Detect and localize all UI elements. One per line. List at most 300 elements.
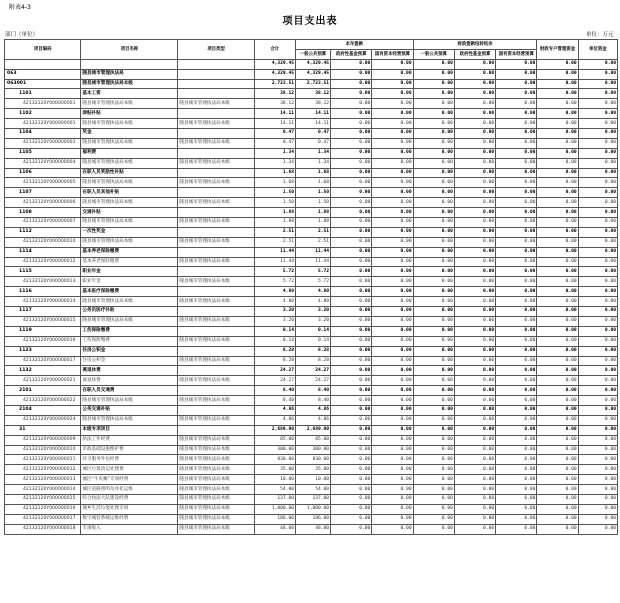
amount-cell: 0.00 (537, 307, 578, 317)
amount-cell: 4.86 (254, 405, 295, 415)
amount-cell: 0.00 (454, 138, 495, 148)
project-name-cell: 随县城市管理执法局 (81, 69, 178, 79)
amount-cell: 3.20 (295, 316, 330, 326)
amount-cell: 0.00 (454, 297, 495, 307)
amount-cell: 2.51 (295, 227, 330, 237)
project-category-cell: 随县城市管理执法局本级 (178, 455, 254, 465)
table-row (5, 188, 618, 198)
amount-cell: 0.00 (537, 415, 578, 425)
project-category-cell (178, 148, 254, 158)
amount-cell: 10.00 (254, 475, 295, 485)
project-name-cell: 职业年金 (81, 277, 178, 287)
amount-cell: 0.00 (537, 485, 578, 495)
amount-cell: 4.80 (295, 297, 330, 307)
amount-cell: 4,329.45 (254, 69, 295, 79)
amount-cell: 0.00 (372, 475, 413, 485)
amount-cell: 0.00 (578, 356, 617, 366)
amount-cell: 0.47 (295, 129, 330, 139)
table-row (5, 208, 618, 218)
project-category-cell: 随县城市管理执法局本级 (178, 415, 254, 425)
table-row (5, 494, 618, 504)
amount-cell: 0.00 (454, 504, 495, 514)
table-row (5, 475, 618, 485)
amount-cell: 0.00 (413, 336, 454, 346)
amount-cell: 0.00 (331, 119, 372, 129)
amount-cell: 0.00 (413, 119, 454, 129)
amount-cell: 1.34 (295, 158, 330, 168)
amount-cell: 0.00 (372, 267, 413, 277)
amount-cell: 0.00 (496, 208, 537, 218)
project-category-cell: 随县城市管理执法局本级 (178, 524, 254, 534)
project-name-cell: 随县城市管理执法局本级 (81, 79, 178, 89)
amount-cell: 5.72 (295, 277, 330, 287)
project-name-cell: 随县城市管理执法局本级 (81, 316, 178, 326)
amount-cell: 0.00 (496, 198, 537, 208)
amount-cell: 0.00 (331, 376, 372, 386)
amount-cell: 0.00 (372, 227, 413, 237)
amount-cell: 5.72 (295, 267, 330, 277)
amount-cell: 0.00 (537, 524, 578, 534)
amount-cell: 0.00 (496, 514, 537, 524)
project-code-cell: 1123 (5, 346, 81, 356)
amount-cell: 0.00 (454, 59, 495, 69)
amount-cell: 0.00 (331, 129, 372, 139)
amount-cell: 0.47 (254, 138, 295, 148)
amount-cell: 4.86 (254, 415, 295, 425)
amount-cell: 0.00 (578, 257, 617, 267)
amount-cell: 0.14 (254, 336, 295, 346)
amount-cell: 0.00 (331, 455, 372, 465)
amount-cell: 0.00 (537, 89, 578, 99)
amount-cell: 0.00 (454, 208, 495, 218)
header-cy-fund: 政府性基金预算 (331, 49, 372, 59)
header-total: 合计 (254, 40, 295, 60)
amount-cell: 0.00 (537, 336, 578, 346)
amount-cell: 0.00 (413, 297, 454, 307)
project-category-cell: 随县城市管理执法局本级 (178, 485, 254, 495)
amount-cell: 0.00 (578, 178, 617, 188)
table-row (5, 227, 618, 237)
project-category-cell (178, 89, 254, 99)
amount-cell: 0.00 (496, 386, 537, 396)
amount-cell: 0.00 (372, 415, 413, 425)
amount-cell: 35.00 (295, 465, 330, 475)
project-name-cell: 一次性奖金 (81, 227, 178, 237)
amount-cell: 0.00 (578, 277, 617, 287)
project-category-cell (178, 346, 254, 356)
table-row (5, 524, 618, 534)
table-row (5, 356, 618, 366)
amount-cell: 1.88 (254, 218, 295, 228)
amount-cell: 0.00 (413, 138, 454, 148)
amount-cell: 0.00 (331, 336, 372, 346)
project-code-cell: 1108 (5, 208, 81, 218)
unit-label: 单位：万元 (586, 32, 614, 38)
amount-cell: 0.00 (578, 59, 617, 69)
header-unit-funds: 单位资金 (578, 40, 617, 60)
project-code-cell: 42132120Y000000004 (5, 158, 81, 168)
amount-cell: 0.00 (454, 267, 495, 277)
amount-cell: 0.00 (578, 188, 617, 198)
amount-cell: 0.00 (537, 425, 578, 435)
amount-cell: 0.00 (331, 79, 372, 89)
amount-cell: 0.14 (254, 326, 295, 336)
project-category-cell: 随县城市管理执法局本级 (178, 445, 254, 455)
amount-cell: 0.00 (454, 257, 495, 267)
amount-cell: 5.72 (254, 277, 295, 287)
project-code-cell: 42132120Y000000022 (5, 396, 81, 406)
amount-cell: 0.00 (496, 297, 537, 307)
table-row (5, 307, 618, 317)
amount-cell: 0.00 (454, 326, 495, 336)
amount-cell: 0.00 (454, 386, 495, 396)
amount-cell: 2.51 (254, 227, 295, 237)
amount-cell: 0.00 (331, 475, 372, 485)
amount-cell: 0.00 (578, 386, 617, 396)
amount-cell: 0.00 (578, 326, 617, 336)
amount-cell: 0.00 (578, 89, 617, 99)
amount-cell: 0.00 (578, 435, 617, 445)
header-category: 项目类型 (178, 40, 254, 60)
table-row (5, 366, 618, 376)
table-row (5, 425, 618, 435)
project-category-cell (178, 307, 254, 317)
amount-cell: 0.00 (537, 396, 578, 406)
project-name-cell: 随县城市管理执法局本级 (81, 415, 178, 425)
amount-cell: 0.00 (454, 366, 495, 376)
project-category-cell: 随县城市管理执法局本级 (178, 218, 254, 228)
amount-cell: 0.00 (413, 435, 454, 445)
project-code-cell: 42132120Y000000009 (5, 435, 81, 445)
amount-cell: 0.00 (331, 148, 372, 158)
amount-cell: 2,723.51 (254, 79, 295, 89)
table-row (5, 316, 618, 326)
amount-cell: 0.00 (331, 297, 372, 307)
amount-cell: 0.00 (413, 445, 454, 455)
table-row (5, 287, 618, 297)
amount-cell: 0.00 (372, 494, 413, 504)
project-code-cell: 42132120Y000000021 (5, 376, 81, 386)
project-name-cell: 在职人员交通费 (81, 386, 178, 396)
project-category-cell: 随县城市管理执法局本级 (178, 99, 254, 109)
amount-cell: 0.00 (496, 89, 537, 99)
amount-cell: 0.00 (496, 465, 537, 475)
amount-cell: 0.00 (331, 514, 372, 524)
amount-cell: 8.40 (295, 386, 330, 396)
amount-cell: 0.00 (454, 218, 495, 228)
project-category-cell (178, 59, 254, 69)
project-name-cell: 随县城市管理执法局本级 (81, 178, 178, 188)
table-row (5, 485, 618, 495)
amount-cell: 0.00 (578, 514, 617, 524)
table-row (5, 396, 618, 406)
amount-cell: 0.00 (537, 138, 578, 148)
project-name-cell: 执法工作经费 (81, 435, 178, 445)
amount-cell: 0.00 (372, 99, 413, 109)
project-category-cell (178, 247, 254, 257)
amount-cell: 1.88 (295, 208, 330, 218)
amount-cell: 0.00 (496, 237, 537, 247)
amount-cell: 0.00 (372, 297, 413, 307)
table-row (5, 465, 618, 475)
amount-cell: 0.00 (537, 267, 578, 277)
table-row (5, 455, 618, 465)
amount-cell: 0.00 (372, 218, 413, 228)
project-code-cell: 1114 (5, 247, 81, 257)
amount-cell: 0.00 (413, 316, 454, 326)
amount-cell: 0.00 (372, 89, 413, 99)
project-code-cell: 42132120Y000000005 (5, 178, 81, 188)
header-name: 项目名称 (81, 40, 178, 60)
amount-cell: 1.50 (254, 198, 295, 208)
project-code-cell: 42132120Y000000006 (5, 198, 81, 208)
amount-cell: 0.00 (372, 79, 413, 89)
project-category-cell (178, 69, 254, 79)
amount-cell: 4.80 (254, 287, 295, 297)
amount-cell: 0.00 (578, 148, 617, 158)
amount-cell: 0.00 (454, 356, 495, 366)
project-code-cell: 42132120Y000000011 (5, 455, 81, 465)
amount-cell: 0.00 (331, 405, 372, 415)
amount-cell: 0.00 (372, 524, 413, 534)
amount-cell: 0.00 (331, 396, 372, 406)
amount-cell: 186.00 (295, 514, 330, 524)
amount-cell: 1.34 (295, 148, 330, 158)
project-name-cell: 交通补贴 (81, 208, 178, 218)
amount-cell: 0.00 (578, 396, 617, 406)
amount-cell: 0.00 (331, 524, 372, 534)
project-code-cell: 31 (5, 425, 81, 435)
amount-cell: 0.00 (331, 59, 372, 69)
table-row (5, 376, 618, 386)
project-code-cell (5, 59, 81, 69)
project-code-cell: 42132120Y000000013 (5, 277, 81, 287)
amount-cell: 0.00 (537, 504, 578, 514)
amount-cell: 0.00 (413, 475, 454, 485)
amount-cell: 0.00 (454, 307, 495, 317)
amount-cell: 0.00 (537, 435, 578, 445)
amount-cell: 0.00 (496, 158, 537, 168)
amount-cell: 0.00 (372, 138, 413, 148)
amount-cell: 0.00 (496, 356, 537, 366)
header-ca-state: 国有资本经营预算 (496, 49, 537, 59)
amount-cell: 0.00 (578, 119, 617, 129)
amount-cell: 0.00 (372, 119, 413, 129)
amount-cell: 0.00 (578, 227, 617, 237)
project-code-cell: 42132120Y000000010 (5, 445, 81, 455)
amount-cell: 0.00 (331, 178, 372, 188)
amount-cell: 0.00 (413, 405, 454, 415)
project-name-cell: 随县城市管理执法局本级 (81, 297, 178, 307)
amount-cell: 4.86 (295, 415, 330, 425)
amount-cell: 0.00 (413, 129, 454, 139)
amount-cell: 1.34 (254, 158, 295, 168)
amount-cell: 0.00 (454, 287, 495, 297)
project-code-cell: 063 (5, 69, 81, 79)
amount-cell: 0.00 (454, 119, 495, 129)
amount-cell: 0.00 (454, 99, 495, 109)
table-row (5, 415, 618, 425)
amount-cell: 0.00 (454, 109, 495, 119)
amount-cell: 0.00 (496, 494, 537, 504)
amount-cell: 0.00 (454, 396, 495, 406)
project-name-cell: 在职人员奖励性补贴 (81, 168, 178, 178)
amount-cell: 0.00 (454, 277, 495, 287)
amount-cell: 11.44 (254, 257, 295, 267)
project-code-cell: 42132120Y000000016 (5, 504, 81, 514)
header-cy-general: 一般公共预算 (295, 49, 330, 59)
amount-cell: 300.00 (254, 445, 295, 455)
amount-cell: 85.00 (295, 435, 330, 445)
amount-cell: 0.00 (331, 425, 372, 435)
project-code-cell: 1107 (5, 188, 81, 198)
project-code-cell: 42132120Y000000015 (5, 316, 81, 326)
table-row (5, 178, 618, 188)
department-label: 部门（单位） (5, 32, 39, 38)
project-category-cell: 随县城市管理执法局本级 (178, 514, 254, 524)
amount-cell: 0.00 (331, 326, 372, 336)
amount-cell: 0.00 (413, 346, 454, 356)
project-name-cell: 住房公积金 (81, 356, 178, 366)
project-category-cell: 随县城市管理执法局本级 (178, 336, 254, 346)
amount-cell: 54.00 (295, 485, 330, 495)
amount-cell: 0.00 (413, 168, 454, 178)
amount-cell: 1,000.00 (295, 504, 330, 514)
project-name-cell: 随县城市管理执法局本级 (81, 198, 178, 208)
amount-cell: 0.00 (372, 485, 413, 495)
project-code-cell: 42132120Y000000024 (5, 415, 81, 425)
amount-cell: 38.12 (295, 89, 330, 99)
amount-cell: 186.00 (254, 514, 295, 524)
amount-cell: 0.00 (578, 494, 617, 504)
amount-cell: 0.00 (578, 79, 617, 89)
amount-cell: 11.44 (254, 247, 295, 257)
amount-cell: 1.88 (254, 208, 295, 218)
table-row (5, 158, 618, 168)
amount-cell: 0.00 (413, 267, 454, 277)
amount-cell: 0.00 (578, 504, 617, 514)
amount-cell: 137.00 (254, 494, 295, 504)
amount-cell: 0.00 (578, 366, 617, 376)
amount-cell: 24.27 (254, 376, 295, 386)
amount-cell: 0.00 (578, 455, 617, 465)
amount-cell: 0.00 (537, 277, 578, 287)
amount-cell: 0.00 (331, 504, 372, 514)
amount-cell: 0.00 (331, 227, 372, 237)
amount-cell: 3.20 (295, 307, 330, 317)
amount-cell: 0.00 (454, 129, 495, 139)
amount-cell: 4.80 (254, 297, 295, 307)
amount-cell: 1.50 (254, 188, 295, 198)
amount-cell: 4,329.45 (254, 59, 295, 69)
table-row (5, 237, 618, 247)
amount-cell: 10.00 (295, 475, 330, 485)
amount-cell: 300.00 (295, 445, 330, 455)
amount-cell: 0.00 (372, 356, 413, 366)
amount-cell: 0.00 (454, 89, 495, 99)
project-code-cell: 1106 (5, 168, 81, 178)
amount-cell: 0.00 (372, 514, 413, 524)
project-name-cell: 随县城市管理执法局本级 (81, 218, 178, 228)
amount-cell: 0.00 (578, 198, 617, 208)
amount-cell: 0.00 (578, 129, 617, 139)
amount-cell: 0.00 (496, 59, 537, 69)
amount-cell: 0.00 (331, 218, 372, 228)
amount-cell: 0.00 (372, 405, 413, 415)
amount-cell: 0.00 (372, 465, 413, 475)
amount-cell: 0.00 (537, 475, 578, 485)
amount-cell: 0.00 (578, 297, 617, 307)
project-name-cell (81, 59, 178, 69)
amount-cell: 0.00 (413, 366, 454, 376)
amount-cell: 0.00 (331, 445, 372, 455)
amount-cell: 0.00 (372, 346, 413, 356)
amount-cell: 8.28 (295, 346, 330, 356)
amount-cell: 0.00 (578, 485, 617, 495)
table-row (5, 257, 618, 267)
header-special-account: 财政专户管理资金 (537, 40, 578, 60)
amount-cell: 0.00 (413, 198, 454, 208)
project-code-cell: 1117 (5, 307, 81, 317)
table-row (5, 247, 618, 257)
amount-cell: 0.00 (331, 89, 372, 99)
amount-cell: 0.00 (413, 188, 454, 198)
project-name-cell: 城乡生活垃圾处理专项 (81, 504, 178, 514)
table-row (5, 504, 618, 514)
amount-cell: 0.00 (537, 376, 578, 386)
amount-cell: 0.00 (496, 455, 537, 465)
amount-cell: 0.00 (578, 287, 617, 297)
project-name-cell: 基本工资 (81, 89, 178, 99)
project-code-cell: 1115 (5, 267, 81, 277)
project-code-cell: 1116 (5, 287, 81, 297)
amount-cell: 0.00 (496, 99, 537, 109)
amount-cell: 0.00 (578, 415, 617, 425)
amount-cell: 0.00 (578, 138, 617, 148)
amount-cell: 0.00 (331, 257, 372, 267)
amount-cell: 8.40 (295, 396, 330, 406)
amount-cell: 0.00 (331, 99, 372, 109)
amount-cell: 0.00 (496, 109, 537, 119)
amount-cell: 8.28 (254, 356, 295, 366)
table-row (5, 386, 618, 396)
amount-cell: 0.00 (372, 208, 413, 218)
amount-cell: 0.00 (578, 237, 617, 247)
amount-cell: 0.00 (578, 267, 617, 277)
amount-cell: 0.00 (578, 524, 617, 534)
project-name-cell: 综合执法大队建设经费 (81, 494, 178, 504)
amount-cell: 0.00 (454, 485, 495, 495)
amount-cell: 0.00 (331, 69, 372, 79)
project-category-cell (178, 109, 254, 119)
project-code-cell: 42132120Y000000018 (5, 524, 81, 534)
amount-cell: 0.00 (578, 316, 617, 326)
amount-cell: 0.00 (496, 227, 537, 237)
amount-cell: 0.00 (413, 208, 454, 218)
header-code: 项目编码 (5, 40, 81, 60)
amount-cell: 0.00 (537, 208, 578, 218)
project-category-cell: 随县城市管理执法局本级 (178, 376, 254, 386)
project-name-cell: 福利费 (81, 148, 178, 158)
project-category-cell (178, 267, 254, 277)
project-name-cell: 工伤保险缴费 (81, 336, 178, 346)
amount-cell: 0.00 (413, 455, 454, 465)
amount-cell: 0.00 (372, 277, 413, 287)
table-body (5, 59, 618, 534)
amount-cell: 0.00 (578, 218, 617, 228)
project-name-cell: 城区“牛皮癣”专项经费 (81, 475, 178, 485)
project-name-cell: 工伤保险缴费 (81, 326, 178, 336)
